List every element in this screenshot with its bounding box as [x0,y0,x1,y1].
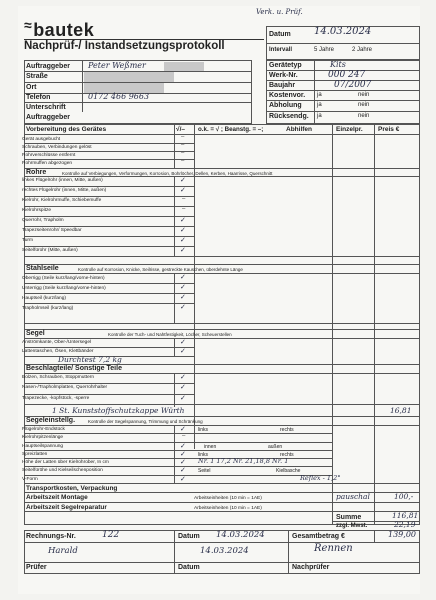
dash-mark: – [182,196,186,202]
auftraggeber-label: Auftraggeber [26,63,70,70]
check-mark: ✓ [180,442,186,450]
check-mark: ✓ [180,383,186,391]
summe-label: Summe [336,514,362,521]
check-mark: ✓ [180,216,186,224]
check-mark: ✓ [180,236,186,244]
dash-mark: – [182,433,186,439]
vform-value: Reflex - 1,2° [300,474,341,482]
vorbereitung-item: Rohrmuffen abgezogen [22,161,73,166]
unterschrift-label: Unterschrift [26,104,66,111]
segel-item: Anströmkante, Ober-/Untersegel [22,340,92,345]
auftraggeber2-label: Auftraggeber [26,114,70,121]
dash-mark: – [182,206,186,212]
rohre-title: Rohre [26,169,47,176]
segeleinstellung-item: Hauptseilspannung [22,444,64,449]
check-mark: ✓ [180,186,186,194]
segeleinstellung-item: Spreizlatten [22,452,48,457]
check-mark: ✓ [180,394,186,402]
rohre-item: Kielrohrspitze [22,208,52,213]
stahlseile-title: Stahlseile [26,265,59,272]
abholung-label: Abholung [269,102,302,109]
kostenvor-nein: nein [358,92,370,98]
check-mark: ✓ [180,458,186,466]
beschlag-item: Trapezecke, -kopfstück, -sperre [22,396,90,401]
mwst-label: zzgl. Mwst. [336,523,368,529]
dash-mark: – [181,150,185,156]
links-label: links [198,427,209,433]
nachpruefer-label: Nachprüfer [292,564,330,571]
rechts-label: rechts [280,427,294,433]
ok-col-header: o.k. = √ ; Beanstg. = –; [198,126,264,133]
abholung-ja: ja [317,102,322,108]
rohre-subtitle: Kontrolle auf Verbiegungen, Verformungen, Korrosion, Bohrlöcher, Dellen, Kerben, Haarrisse, Querschnitt [62,171,273,176]
check-mark: ✓ [180,273,186,281]
check-mark: ✓ [180,466,186,474]
check-mark: ✓ [180,303,186,311]
seitel-label: Seitel [198,468,211,474]
montage-price: 100,- [394,492,414,501]
mwst-value: 22,19 [394,520,416,529]
check-mark: ✓ [180,347,186,355]
stahlseile-item: Unterrigg (Seile kurz/lang/vorne-hinten) [22,286,106,291]
stahlseile-item: Trapholmseil (kurz/lang) [22,306,74,311]
segeleinstellung-item: Kielrohrpitzenlänge [22,435,64,440]
baujahr-label: Baujahr [269,82,296,89]
rohre-item: rechtes Flügelrohr (innen, Mitte, außen) [22,188,107,193]
segeleinstellung-item: Flügelrohr-Endstück [22,427,65,432]
pruefer-label: Prüfer [26,564,47,571]
segel-title: Segel [26,330,45,337]
check-mark: ✓ [180,293,186,301]
werknr-label: Werk-Nr. [269,72,298,79]
intervall-option-5: 5 Jahre [314,47,335,53]
montage-label: Arbeitszeit Montage [26,494,88,501]
vorbereitung-item: Rohrverschlüsse entfernt [22,153,76,158]
vorbereitung-item: Schrauben, Verbindungen gelöst [22,145,92,150]
beschlag-price: 16,81 [390,406,412,415]
segel-subtitle: Kontrolle der Tuch- und Nahtfestigkeit, Löcher, Scheuerstellen [108,332,232,337]
intervall-option-2: 2 Jahre [352,47,373,53]
rechnungsnr-label: Rechnungs-Nr. [26,533,76,540]
strasse-label: Straße [26,73,48,80]
gesamt-label: Gesamtbetrag € [292,533,345,540]
kostenvor-ja: ja [317,92,322,98]
auftraggeber-value: Peter Weßmer [88,61,146,70]
datum-label: Datum [269,31,291,38]
check-mark: ✓ [180,338,186,346]
rechnungsnr-value: 122 [102,530,120,540]
rohre-item: Querrohr, Trapholm [22,218,64,223]
check-mark: ✓ [180,450,186,458]
ruecksendg-ja: ja [317,113,322,119]
check-mark: ✓ [180,475,186,483]
beschlag-item: Bolzen, Schrauben, Stoppmuttern [22,375,94,380]
rechts-label-2: rechts [280,452,294,458]
reparatur-ae: Arbeitseinheiten (10 min = 1AE) [194,506,262,511]
telefon-label: Telefon [26,94,51,101]
page-title: Nachprüf-/ Instandsetzungsprotokoll [24,40,225,52]
rohre-item: Kielrohr, Kielrohrmuffe, Schiebemuffe [22,198,102,203]
kostenvor-label: Kostenvor. [269,92,306,99]
redacted-street [84,72,174,82]
ort-label: Ort [26,84,37,91]
redacted-block [164,62,204,71]
telefon-value: 0172 466 9663 [88,92,150,101]
vorbereitung-item: Gerät ausgebucht [22,137,61,142]
preis-header: Preis € [378,126,400,133]
segel-handwritten: Durchtest 7,2 kg [58,355,122,364]
dash-mark: – [181,142,185,148]
geraetetyp-value: Kits [330,60,346,69]
dash-mark: – [181,134,185,140]
brand-logo: ≈bautek [24,17,95,40]
abhilfen-header: Abhilfen [286,126,312,133]
baujahr-value: 07/2007 [334,80,372,90]
werknr-value: 000 247 [328,70,366,80]
rohre-item: Seitelfürohr (Mitte, außen) [22,248,78,253]
abholung-nein: nein [358,102,370,108]
check-mark: ✓ [180,283,186,291]
rohre-item: Turm [22,238,34,243]
stahlseile-subtitle: Kontrolle auf Korrosion, Knicke, Seilrisse, gestreckte Kauschen, überdehnte Länge [78,267,243,272]
reparatur-label: Arbeitszeit Segelreparatur [26,504,107,511]
segeleinstellung-subtitle: Kontrolle der Segelspannung, Trimmung und Schränkung [88,419,203,424]
links-label-2: links [198,452,209,458]
nr-values: Nr. 1 17,2 Nr. 21,18,8 Nr. 1 [198,457,289,465]
summe-value: 116,81 [392,511,419,520]
stahlseile-item: Oberrigg (Seile kurz/lang/vorne-hinten) [22,276,105,281]
gesamt-value: 139,00 [388,530,416,539]
beschlag-item: Nasen-/Trapholmplatten, Querrohrhalter [22,385,108,390]
rohre-item: linkes Flügelrohr (innen, Mitte, außen) [22,178,103,183]
dash-mark: – [181,158,185,164]
montage-ae: Arbeitseinheiten (10 min = 1AE) [194,496,262,501]
innen-label: innen [204,444,217,450]
segeleinstellung-item: Seitelfüröhe und Kielseilschenposition [22,468,103,473]
footer-datum-value: 14.03.2024 [216,530,265,540]
datum-value: 14.03.2024 [314,26,372,37]
pruefer-name: Harald [48,546,78,556]
check-mark: ✓ [180,226,186,234]
check-mark: ✓ [180,425,186,433]
segel-item: Lattentaschen, Ösen, Klettbänder [22,349,94,354]
intervall-label: Intervall [269,47,293,53]
top-note: Verk. u. Prüf. [256,8,303,16]
aussen-label: außen [268,444,283,450]
segeleinstellung-item: V-Form [22,477,38,482]
vorbereitung-header: Vorbereitung des Gerätes [26,126,107,133]
signature: Rennen [314,543,353,554]
footer-datum-label: Datum [178,533,200,540]
footer-datum-label-2: Datum [178,564,200,571]
pauschal-note: pauschal [336,492,370,501]
check-mark: ✓ [180,176,186,184]
footer-datum2-value: 14.03.2024 [200,546,249,556]
segeleinstellung-title: Segeleinstellg. [26,417,76,424]
stahlseile-item: Hauptseil (kurz/lang) [22,296,66,301]
check-mark: ✓ [180,373,186,381]
beschlag-handwritten: 1 St. Kunststoffschutzkappe Würth [52,406,185,415]
geraetetyp-label: Gerätetyp [269,62,302,69]
check-col-header: √/– [176,126,185,133]
ruecksendg-nein: nein [358,113,370,119]
protocol-form [18,6,420,594]
einzelpr-header: Einzelpr. [336,126,363,133]
check-mark: ✓ [180,246,186,254]
rohre-item: Trapezseitenrohr/ Speedbar [22,228,82,233]
ruecksendg-label: Rücksendg. [269,113,309,120]
transport-label: Transportkosten, Verpackung [26,485,118,492]
kielbasche-label: Kielbasche [276,468,301,474]
beschlag-title: Beschlagteile/ Sonstige Teile [26,365,122,372]
segeleinstellung-item: Höhe der Latten über Kielrohrober, In cm [22,460,109,465]
